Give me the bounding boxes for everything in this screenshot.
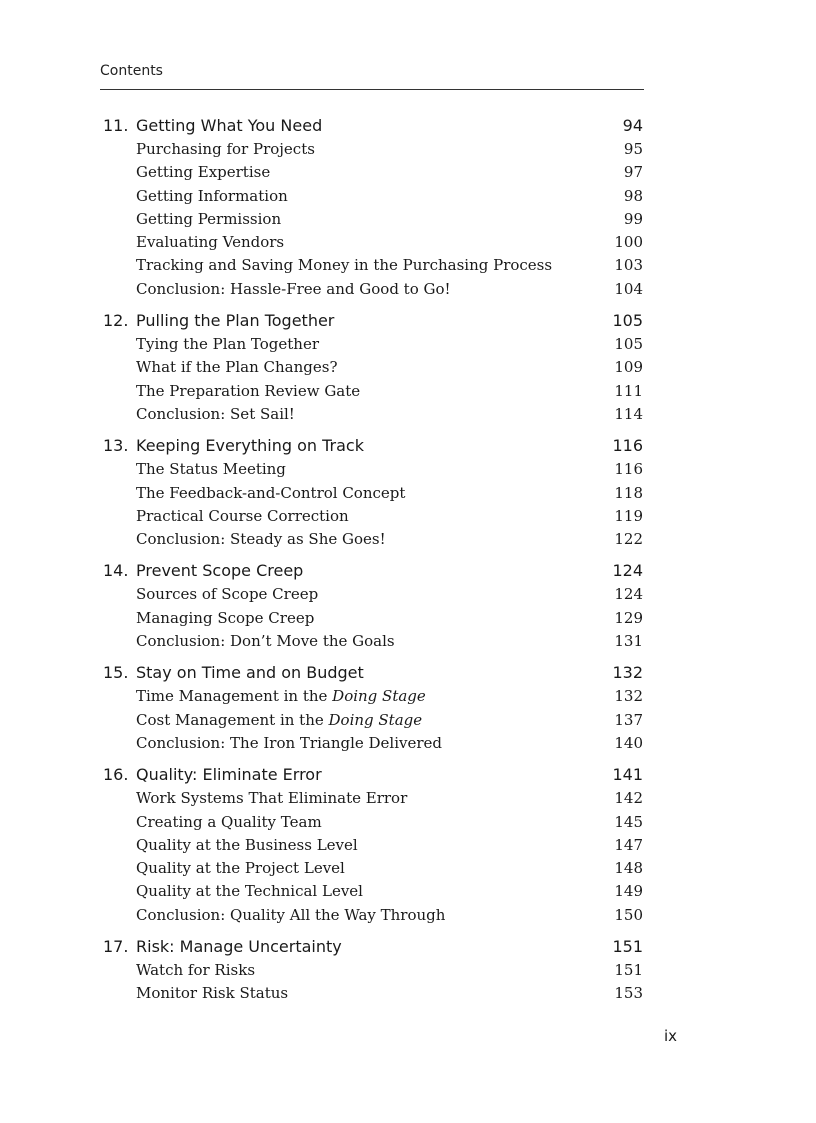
section-page-number: 124 [614,585,643,604]
section-title [136,161,270,184]
section-title-text: Time Management in the [136,687,333,706]
section-title [136,685,426,708]
section-title-text: The Feedback-and-Control Concept [136,483,406,502]
section-page-number: 111 [614,381,643,400]
section-title-text: Sources of Scope Creep [136,585,319,604]
section-title [136,333,319,356]
section-entry[interactable] [100,630,645,653]
chapter-page-number: 94 [622,116,643,135]
section-title-text: Quality at the Technical Level [136,882,363,901]
section-entry[interactable] [100,185,645,208]
toc-chapter [100,934,645,1006]
chapter-heading[interactable] [100,433,645,458]
section-title-text: Conclusion: The Iron Triangle Delivered [136,733,443,752]
section-title [136,732,442,755]
section-title-text: Monitor Risk Status [136,984,289,1003]
chapter-heading[interactable] [100,558,645,583]
chapter-page-number: 124 [612,561,643,581]
section-entry[interactable] [100,904,645,927]
section-entry[interactable] [100,528,645,551]
section-title [136,138,315,161]
section-title-text: Conclusion: Set Sail! [136,404,295,423]
section-entry[interactable] [100,333,645,356]
section-title [136,787,407,810]
chapter-heading[interactable] [100,762,645,787]
section-page-number: 109 [614,358,643,377]
chapter-heading[interactable] [100,308,645,333]
section-page-number: 132 [614,687,643,706]
section-page-number: 116 [614,460,643,479]
section-title-text: The Status Meeting [136,460,286,479]
section-entry[interactable] [100,278,645,301]
table-of-contents [100,113,645,1013]
chapter-title: Prevent Scope Creep [136,561,304,581]
chapter-number: 14. [103,561,129,581]
section-title [136,458,286,481]
section-entry[interactable] [100,482,645,505]
chapter-title: Keeping Everything on Track [136,436,364,456]
section-title-italic: Doing Stage [328,710,423,729]
section-page-number: 100 [614,233,643,252]
section-title [136,959,255,982]
chapter-page-number: 132 [612,663,643,683]
section-title [136,583,318,606]
section-entry[interactable] [100,959,645,982]
section-entry[interactable] [100,231,645,254]
section-entry[interactable] [100,505,645,528]
section-page-number: 131 [614,632,643,651]
section-page-number: 147 [614,835,643,854]
section-title-text: The Preparation Review Gate [136,381,361,400]
chapter-heading[interactable] [100,660,645,685]
section-page-number: 98 [623,186,643,205]
section-title-text: Cost Management in the [136,710,329,729]
section-page-number: 99 [623,209,643,228]
section-title-text: What if the Plan Changes? [136,358,338,377]
chapter-number: 12. [103,311,129,331]
section-page-number: 114 [614,404,643,423]
section-page-number: 95 [623,140,643,158]
section-title [136,528,386,551]
section-entry[interactable] [100,138,645,161]
toc-chapter [100,762,645,927]
section-entry[interactable] [100,380,645,403]
section-page-number: 104 [614,279,643,298]
page-number: ix [663,1027,677,1045]
section-title [136,185,288,208]
section-title [136,254,552,277]
section-title-text: Conclusion: Don’t Move the Goals [136,632,395,651]
section-title-text: Conclusion: Steady as She Goes! [136,530,386,549]
running-head: Contents [100,63,163,79]
section-entry[interactable] [100,982,645,1005]
section-title [136,231,284,254]
section-entry[interactable] [100,607,645,630]
section-title-text: Practical Course Correction [136,506,349,525]
chapter-page-number: 105 [612,311,643,331]
section-entry[interactable] [100,161,645,184]
section-page-number: 137 [614,710,643,729]
section-title-text: Getting Information [136,186,288,205]
section-title-text: Getting Permission [136,209,282,228]
section-title-text: Tying the Plan Together [136,335,319,354]
section-title [136,356,338,379]
section-title [136,380,360,403]
chapter-title: Quality: Eliminate Error [136,765,322,785]
chapter-heading[interactable] [100,934,645,959]
section-entry[interactable] [100,787,645,810]
chapter-number: 16. [103,765,129,785]
section-page-number: 97 [623,163,643,182]
toc-chapter [100,433,645,551]
section-entry[interactable] [100,880,645,903]
section-title-text: Creating a Quality Team [136,812,322,831]
section-entry[interactable] [100,857,645,880]
section-entry[interactable] [100,709,645,732]
chapter-page-number: 151 [612,937,643,957]
section-title-text: Getting Expertise [136,163,271,182]
section-title [136,982,288,1005]
chapter-title: Pulling the Plan Together [136,311,335,331]
section-entry[interactable] [100,685,645,708]
section-page-number: 150 [614,905,643,924]
section-page-number: 129 [614,608,643,627]
section-entry[interactable] [100,458,645,481]
section-title-text: Watch for Risks [136,961,256,980]
chapter-title: Risk: Manage Uncertainty [136,937,342,957]
section-title-text: Evaluating Vendors [136,233,285,252]
chapter-number: 17. [103,937,129,957]
section-page-number: 149 [614,882,643,901]
section-entry[interactable] [100,208,645,231]
toc-chapter [100,558,645,653]
section-entry[interactable] [100,834,645,857]
section-title [136,505,349,528]
section-title [136,904,445,927]
section-page-number: 103 [614,256,643,275]
section-page-number: 122 [614,530,643,549]
section-page-number: 140 [614,733,643,752]
section-entry[interactable] [100,732,645,755]
section-title [136,403,295,426]
toc-chapter [100,660,645,755]
chapter-title: Stay on Time and on Budget [136,663,364,683]
section-title [136,880,363,903]
section-page-number: 118 [614,483,643,502]
toc-chapter [100,113,645,301]
section-entry[interactable] [100,811,645,834]
section-entry[interactable] [100,356,645,379]
section-page-number: 142 [614,789,643,808]
chapter-number: 11. [103,116,129,135]
section-page-number: 105 [614,335,643,354]
chapter-number: 15. [103,663,129,683]
section-page-number: 153 [614,984,643,1003]
chapter-page-number: 141 [612,765,643,785]
section-page-number: 151 [614,961,643,980]
section-title [136,630,395,653]
section-title-text: Tracking and Saving Money in the Purchasing Process [136,256,553,275]
section-title [136,278,451,301]
section-page-number: 148 [614,859,643,878]
section-title-text: Quality at the Project Level [136,859,345,878]
section-title-text: Quality at the Business Level [136,835,358,854]
section-title-text: Conclusion: Quality All the Way Through [136,905,446,924]
section-title-text: Managing Scope Creep [136,608,315,627]
chapter-heading[interactable] [100,113,645,138]
section-entry[interactable] [100,403,645,426]
section-title [136,607,314,630]
section-title [136,482,405,505]
chapter-page-number: 116 [612,436,643,456]
section-title-text: Conclusion: Hassle-Free and Good to Go! [136,279,451,298]
section-page-number: 119 [614,506,643,525]
toc-chapter [100,308,645,426]
section-entry[interactable] [100,254,645,277]
section-title [136,857,345,880]
section-title-text: Purchasing for Projects [136,140,315,158]
section-title [136,208,281,231]
section-title-text: Work Systems That Eliminate Error [136,789,408,808]
section-entry[interactable] [100,583,645,606]
section-title [136,834,358,857]
chapter-number: 13. [103,436,129,456]
chapter-title: Getting What You Need [136,116,323,135]
section-title-italic: Doing Stage [332,687,426,706]
section-title [136,709,422,732]
header-rule [100,89,644,90]
section-page-number: 145 [614,812,643,831]
section-title [136,811,322,834]
